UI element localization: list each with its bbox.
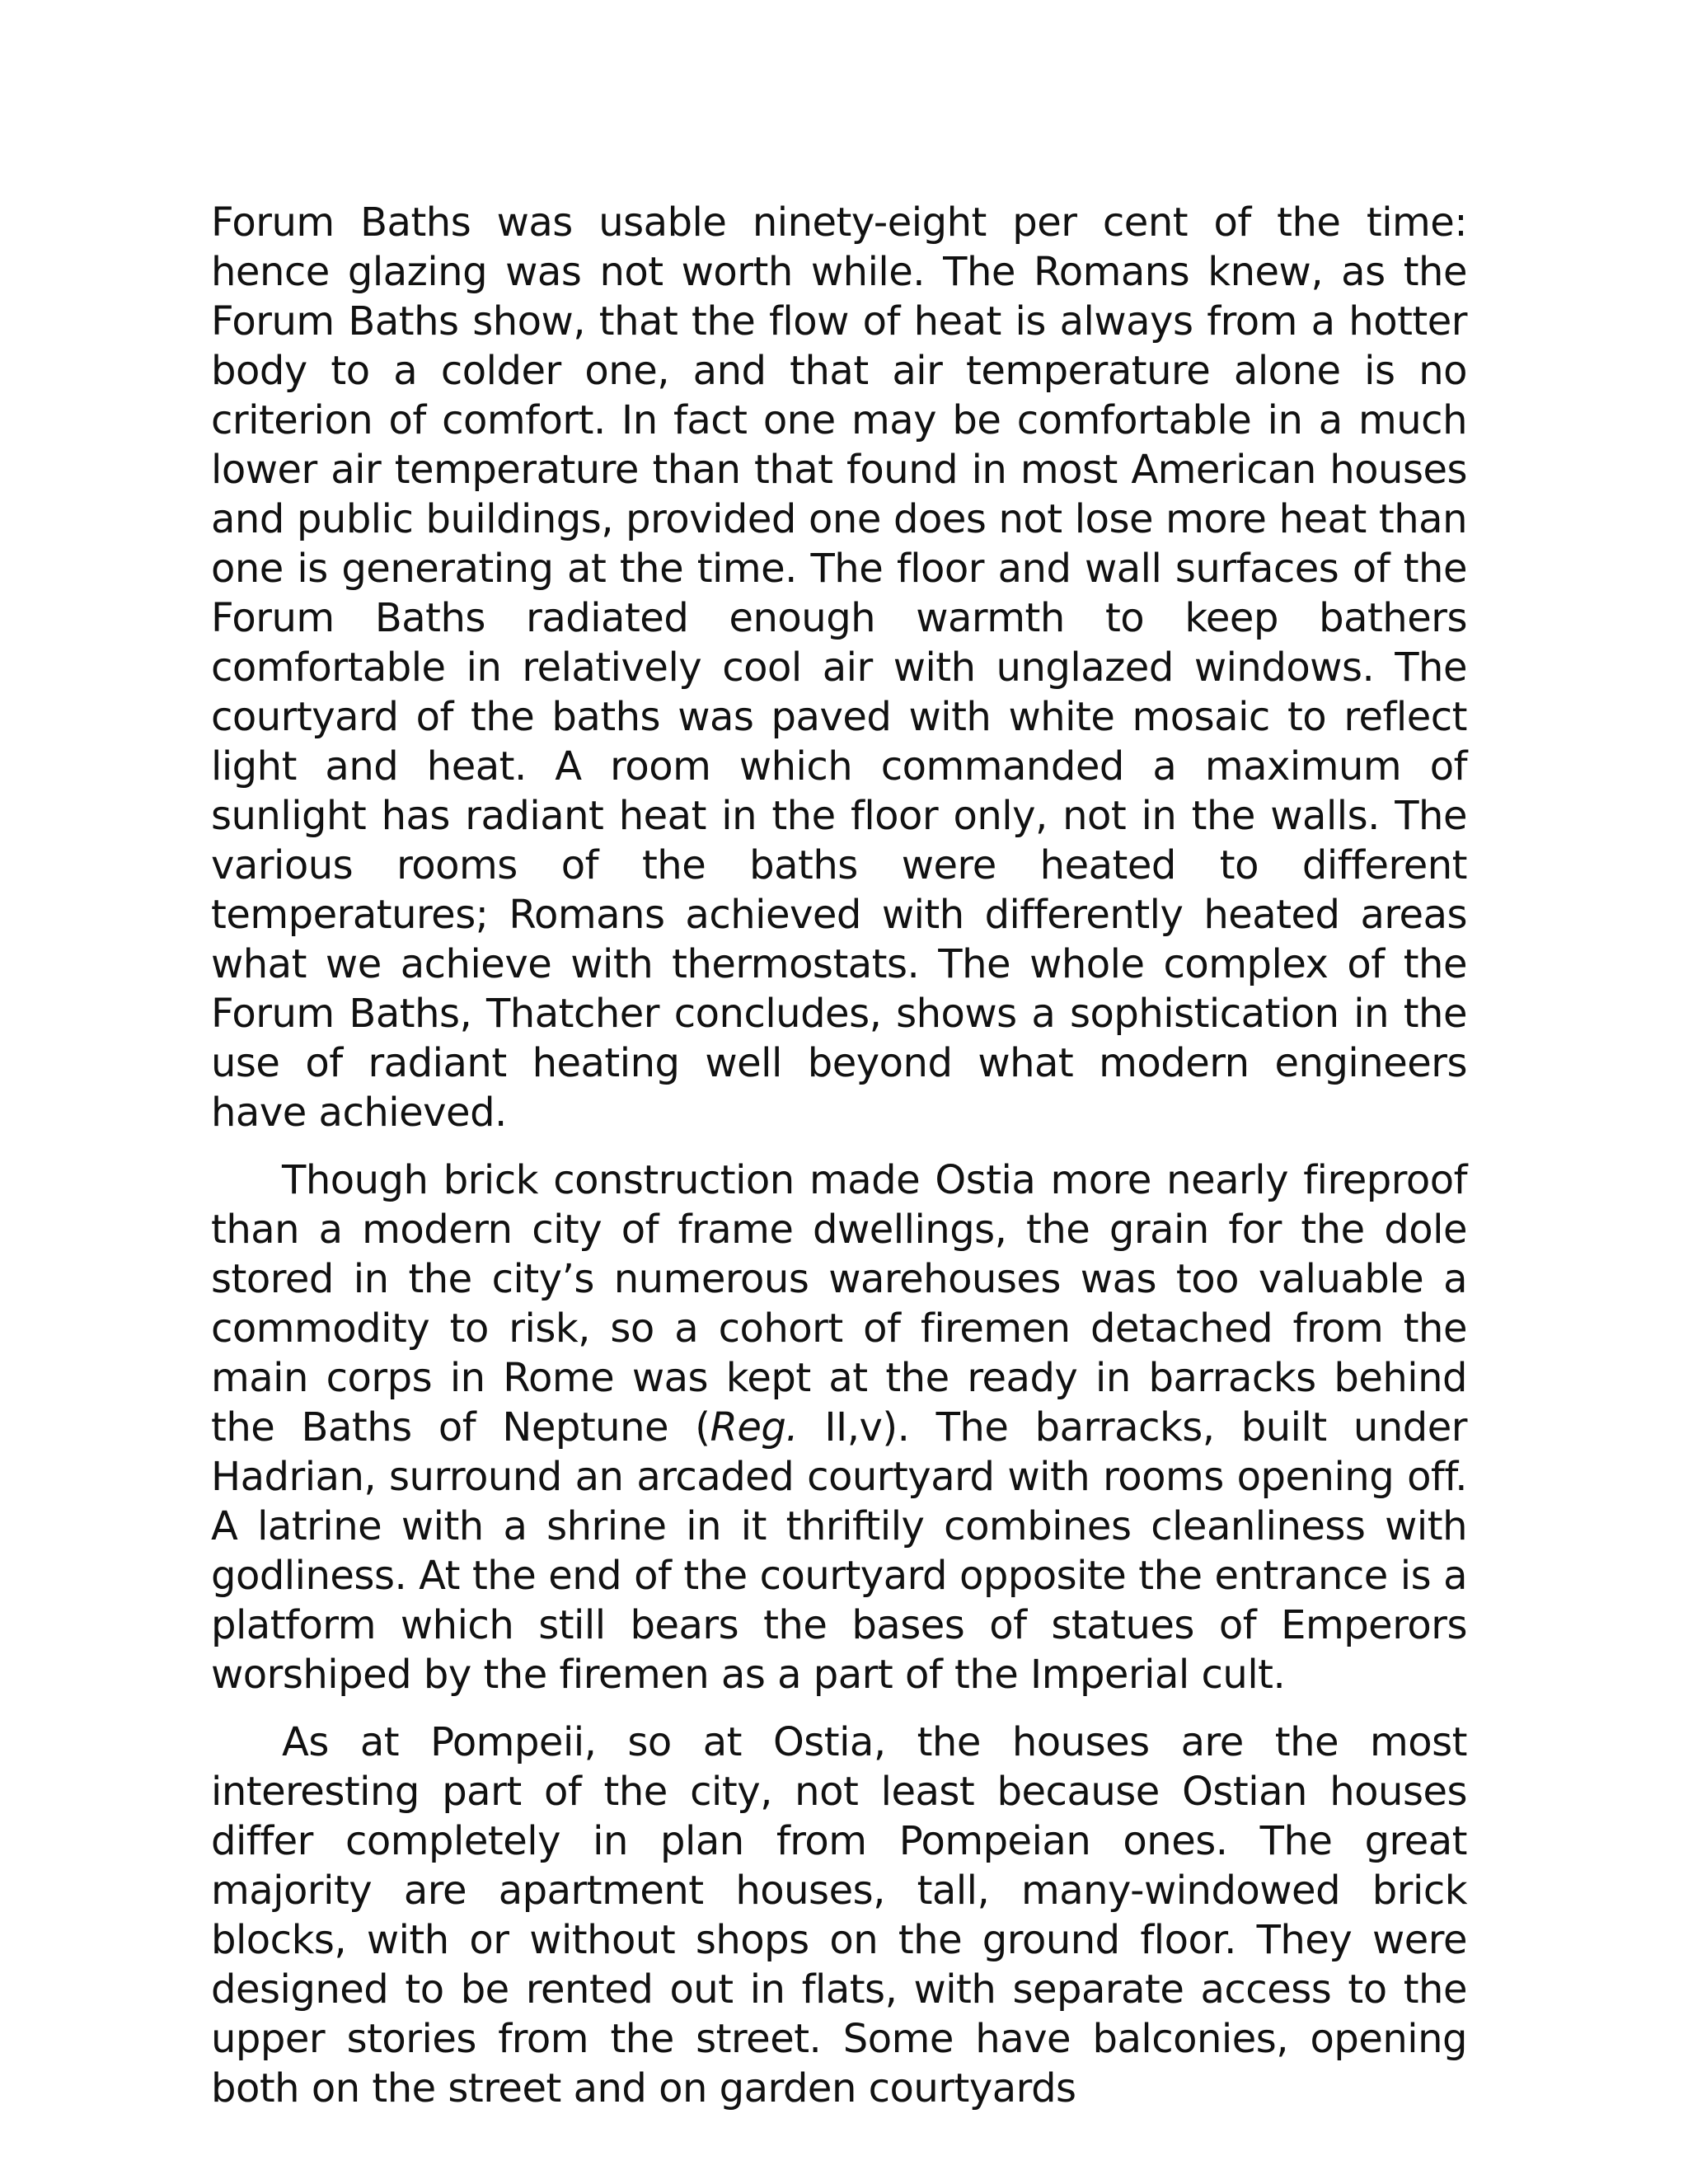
body-text bbox=[211, 198, 1467, 2131]
paragraph-firemen-barracks bbox=[211, 1155, 1467, 1699]
paragraph-forum-baths bbox=[211, 198, 1467, 1137]
italic-reference: Reg. bbox=[710, 1404, 799, 1451]
paragraph-text: Forum Baths was usable ninety-eight per cent of the time: hence glazing was not worth while. The Romans knew, as the Forum Baths show, that the flow of heat is always from a hotter body to a colder one, and that air temperature alone is no criterion of comfort. In fact one may be comfortable in a much lower air temperature than that found in most American houses and public buildings, provided one does not lose more heat than one is generating at the time. The floor and wall surfaces of the Forum Baths radiated enough warmth to keep bathers comfortable in relatively cool air with unglazed windows. The courtyard of the baths was paved with white mosaic to reflect light and heat. A room which commanded a maximum of sunlight has radiant heat in the floor only, not in the walls. The various rooms of the baths were heated to different temperatures; Romans achieved with differently heated areas what we achieve with thermostats. The whole complex of the Forum Baths, Thatcher concludes, shows a sophistication in the use of radiant heating well beyond what modern engineers have achieved. bbox=[211, 199, 1467, 1136]
paragraph-ostian-houses bbox=[211, 1718, 1467, 2113]
paragraph-text: As at Pompeii, so at Ostia, the houses are the most interesting part of the city, not least because Ostian houses differ completely in plan from Pompeian ones. The great majority are apartment houses, tall, many-windowed brick blocks, with or without shops on the ground floor. They were designed to be rented out in flats, with separate access to the upper stories from the street. Some have balconies, opening both on the street and on garden courtyards bbox=[211, 1719, 1467, 2111]
paragraph-text: Though brick construction made Ostia more nearly fireproof than a modern city of frame dwellings, the grain for the dole stored in the city’s numerous warehouses was too valuable a commodity to risk, so a cohort of firemen detached from the main corps in Rome was kept at the ready in barracks behind the Baths of Neptune ( bbox=[211, 1157, 1467, 1451]
paragraph-text: II,v). The barracks, built under Hadrian, surround an arcaded courtyard with rooms opening off. A latrine with a shrine in it thriftily combines cleanliness with godliness. At the end of the courtyard opposite the entrance is a platform which still bears the bases of statues of Emperors worshiped by the firemen as a part of the Imperial cult. bbox=[211, 1404, 1468, 1698]
